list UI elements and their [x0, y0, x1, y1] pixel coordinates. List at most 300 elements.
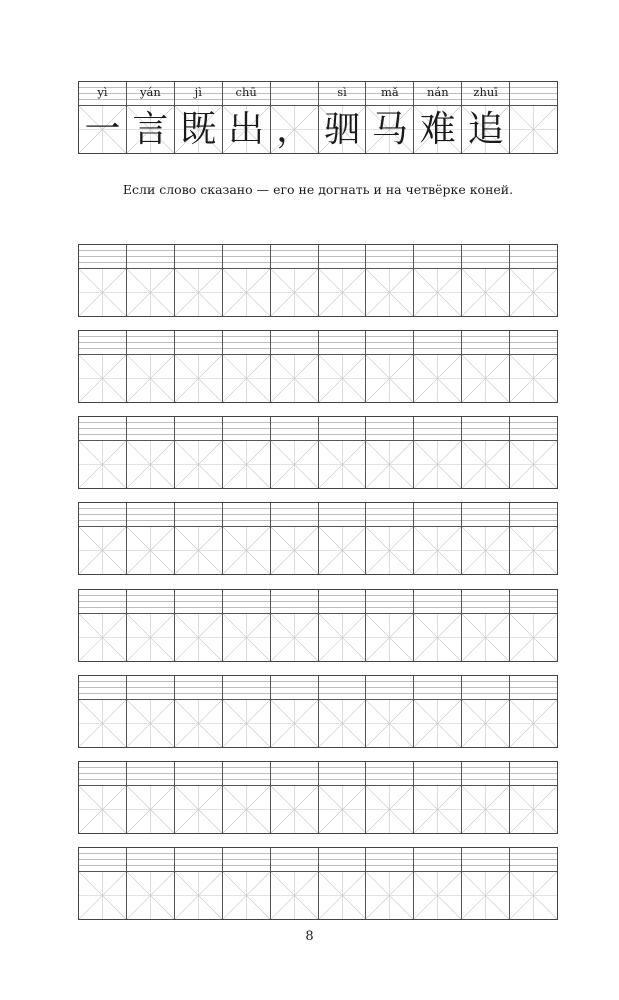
tian-grid-guide: [366, 355, 413, 402]
tian-grid-guide: [319, 269, 366, 316]
tian-grid-guide: [223, 614, 270, 661]
tian-grid-guide: [462, 355, 509, 402]
grid-cell: [319, 676, 367, 747]
grid-cell: [319, 417, 367, 488]
grid-cell: [175, 676, 223, 747]
pinyin-syllable: nán: [426, 85, 449, 99]
grid-cell: [175, 590, 223, 661]
character-box: [223, 441, 270, 488]
pinyin-lines: [271, 245, 318, 269]
pinyin-lines: [127, 848, 174, 872]
character-box: [127, 786, 174, 833]
pinyin-lines: [510, 503, 557, 527]
tian-grid-guide: [223, 700, 270, 747]
character-box: [223, 269, 270, 316]
grid-cell: [366, 417, 414, 488]
grid-cell: [127, 590, 175, 661]
grid-cell: [319, 762, 367, 833]
pinyin-lines: [462, 82, 509, 106]
grid-cell: [319, 590, 367, 661]
tian-grid-guide: [79, 355, 126, 402]
character-box: [462, 614, 509, 661]
tian-grid-guide: [366, 872, 413, 919]
grid-cell: [271, 676, 319, 747]
proverb-grid: [78, 81, 558, 154]
tian-grid-guide: [127, 700, 174, 747]
pinyin-lines: [271, 848, 318, 872]
character-box: [462, 786, 509, 833]
pinyin-lines: [127, 245, 174, 269]
character-box: [127, 355, 174, 402]
grid-cell: [79, 82, 127, 153]
tian-grid-guide: [510, 106, 557, 153]
pinyin-lines: [319, 245, 366, 269]
grid-cell: [175, 331, 223, 402]
tian-grid-guide: [414, 355, 461, 402]
pinyin-lines: [510, 676, 557, 700]
pinyin-lines: [319, 590, 366, 614]
hanzi-character: 追: [467, 108, 504, 150]
grid-cell: [175, 762, 223, 833]
pinyin-lines: [271, 331, 318, 355]
tian-grid-guide: [127, 355, 174, 402]
character-box: [510, 527, 557, 574]
tian-grid-guide: [175, 872, 222, 919]
grid-cell: [414, 676, 462, 747]
pinyin-lines: [414, 82, 461, 106]
pinyin-lines: [414, 590, 461, 614]
tian-grid-guide: [271, 527, 318, 574]
grid-cell: [271, 245, 319, 316]
pinyin-lines: [414, 417, 461, 441]
tian-grid-guide: [414, 441, 461, 488]
tian-grid-guide: [223, 355, 270, 402]
tian-grid-guide: [175, 441, 222, 488]
tian-grid-guide: [510, 441, 557, 488]
character-box: [319, 786, 366, 833]
pinyin-lines: [510, 417, 557, 441]
grid-cell: [127, 762, 175, 833]
pinyin-syllable: sì: [337, 85, 347, 99]
character-box: [223, 355, 270, 402]
character-box: [127, 106, 174, 153]
pinyin-lines: [366, 331, 413, 355]
pinyin-lines: [175, 848, 222, 872]
character-box: [319, 872, 366, 919]
tian-grid-guide: [319, 872, 366, 919]
tian-grid-guide: [319, 786, 366, 833]
russian-translation: Если слово сказано — его не догнать и на четвёрке коней.: [122, 182, 514, 197]
tian-grid-guide: [462, 786, 509, 833]
hanzi-character: 出: [228, 108, 265, 150]
pinyin-lines: [127, 503, 174, 527]
grid-cell: [223, 245, 271, 316]
tian-grid-guide: [510, 269, 557, 316]
grid-cell: [175, 417, 223, 488]
pinyin-lines: [79, 762, 126, 786]
tian-grid-guide: [271, 355, 318, 402]
pinyin-lines: [127, 676, 174, 700]
grid-cell: [271, 590, 319, 661]
tian-grid-guide: [223, 872, 270, 919]
tian-grid-guide: [127, 441, 174, 488]
pinyin-lines: [79, 503, 126, 527]
pinyin-lines: [223, 503, 270, 527]
grid-cell: [223, 590, 271, 661]
character-box: [223, 786, 270, 833]
practice-grid-row: [78, 761, 558, 834]
hanzi-character: 驷: [323, 108, 360, 150]
pinyin-lines: [414, 331, 461, 355]
pinyin-lines: [462, 590, 509, 614]
pinyin-lines: [223, 82, 270, 106]
character-box: [79, 441, 126, 488]
grid-cell: [462, 676, 510, 747]
tian-grid-guide: [319, 527, 366, 574]
tian-grid-guide: [223, 786, 270, 833]
pinyin-lines: [462, 848, 509, 872]
grid-cell: [462, 762, 510, 833]
character-box: [79, 786, 126, 833]
pinyin-lines: [271, 503, 318, 527]
character-box: [414, 269, 461, 316]
character-box: [366, 614, 413, 661]
pinyin-lines: [175, 676, 222, 700]
pinyin-lines: [175, 331, 222, 355]
character-box: [414, 700, 461, 747]
character-box: [271, 614, 318, 661]
pinyin-lines: [223, 590, 270, 614]
character-box: [366, 700, 413, 747]
tian-grid-guide: [510, 527, 557, 574]
tian-grid-guide: [175, 700, 222, 747]
character-box: [127, 700, 174, 747]
pinyin-lines: [223, 417, 270, 441]
character-box: [462, 269, 509, 316]
pinyin-lines: [319, 82, 366, 106]
pinyin-lines: [319, 762, 366, 786]
tian-grid-guide: [510, 614, 557, 661]
pinyin-syllable: chū: [235, 85, 257, 99]
grid-cell: [414, 503, 462, 574]
grid-cell: [510, 762, 557, 833]
character-box: [175, 106, 222, 153]
pinyin-lines: [175, 417, 222, 441]
practice-grid-row: [78, 675, 558, 748]
character-box: [366, 355, 413, 402]
grid-cell: [510, 82, 557, 153]
grid-cell: [462, 331, 510, 402]
tian-grid-guide: [79, 269, 126, 316]
pinyin-lines: [414, 676, 461, 700]
tian-grid-guide: [175, 527, 222, 574]
character-box: [175, 527, 222, 574]
grid-cell: [175, 848, 223, 919]
practice-grid-row: [78, 847, 558, 920]
grid-cell: [79, 676, 127, 747]
tian-grid-guide: [366, 786, 413, 833]
tian-grid-guide: [319, 355, 366, 402]
character-box: [79, 106, 126, 153]
character-box: [319, 106, 366, 153]
tian-grid-guide: [366, 441, 413, 488]
grid-cell: [366, 762, 414, 833]
tian-grid-guide: [271, 786, 318, 833]
pinyin-lines: [127, 82, 174, 106]
pinyin-lines: [127, 762, 174, 786]
page-number: 8: [305, 929, 314, 944]
grid-cell: [319, 245, 367, 316]
grid-cell: [319, 503, 367, 574]
grid-cell: [462, 590, 510, 661]
grid-cell: [319, 331, 367, 402]
tian-grid-guide: [414, 527, 461, 574]
grid-cell: [127, 676, 175, 747]
pinyin-lines: [510, 590, 557, 614]
pinyin-lines: [79, 417, 126, 441]
character-box: [510, 872, 557, 919]
character-box: [79, 527, 126, 574]
tian-grid-guide: [510, 355, 557, 402]
pinyin-lines: [271, 590, 318, 614]
character-box: [366, 106, 413, 153]
tian-grid-guide: [127, 872, 174, 919]
pinyin-lines: [510, 82, 557, 106]
tian-grid-guide: [79, 441, 126, 488]
tian-grid-guide: [462, 441, 509, 488]
grid-cell: [127, 417, 175, 488]
grid-cell: [366, 331, 414, 402]
pinyin-syllable: yán: [139, 85, 161, 99]
hanzi-character: 既: [180, 108, 217, 150]
character-box: [510, 786, 557, 833]
character-box: [510, 355, 557, 402]
pinyin-lines: [127, 417, 174, 441]
character-box: [175, 355, 222, 402]
tian-grid-guide: [462, 872, 509, 919]
grid-cell: [223, 676, 271, 747]
grid-cell: [175, 245, 223, 316]
character-box: [223, 106, 270, 153]
tian-grid-guide: [510, 872, 557, 919]
tian-grid-guide: [414, 872, 461, 919]
tian-grid-guide: [462, 700, 509, 747]
hanzi-character: 马: [371, 108, 408, 150]
character-box: [366, 269, 413, 316]
grid-cell: [271, 417, 319, 488]
grid-cell: [127, 848, 175, 919]
tian-grid-guide: [223, 527, 270, 574]
tian-grid-guide: [175, 355, 222, 402]
tian-grid-guide: [79, 786, 126, 833]
grid-cell: [510, 417, 557, 488]
character-box: [366, 786, 413, 833]
grid-cell: [79, 331, 127, 402]
pinyin-lines: [271, 762, 318, 786]
grid-cell: [319, 848, 367, 919]
character-box: [319, 700, 366, 747]
tian-grid-guide: [271, 614, 318, 661]
character-box: [175, 786, 222, 833]
grid-cell: [366, 590, 414, 661]
grid-cell: [510, 676, 557, 747]
pinyin-lines: [223, 245, 270, 269]
character-box: [366, 527, 413, 574]
pinyin-lines: [414, 762, 461, 786]
grid-cell: [271, 503, 319, 574]
tian-grid-guide: [366, 269, 413, 316]
pinyin-lines: [127, 590, 174, 614]
grid-cell: [510, 848, 557, 919]
practice-grid-row: [78, 416, 558, 489]
character-box: [366, 441, 413, 488]
character-box: [271, 106, 318, 153]
character-box: [223, 700, 270, 747]
tian-grid-guide: [175, 269, 222, 316]
tian-grid-guide: [510, 786, 557, 833]
pinyin-lines: [175, 590, 222, 614]
character-box: [510, 614, 557, 661]
character-box: [79, 614, 126, 661]
pinyin-lines: [175, 82, 222, 106]
pinyin-lines: [223, 848, 270, 872]
grid-cell: [510, 331, 557, 402]
pinyin-lines: [366, 676, 413, 700]
character-box: [319, 614, 366, 661]
character-box: [175, 269, 222, 316]
character-box: [223, 527, 270, 574]
grid-cell: [462, 848, 510, 919]
character-box: [414, 527, 461, 574]
tian-grid-guide: [271, 872, 318, 919]
character-box: [462, 527, 509, 574]
pinyin-lines: [79, 676, 126, 700]
character-box: [271, 700, 318, 747]
grid-cell: [79, 848, 127, 919]
tian-grid-guide: [271, 441, 318, 488]
character-box: [271, 786, 318, 833]
character-box: [462, 700, 509, 747]
grid-cell: [462, 245, 510, 316]
grid-cell: [510, 245, 557, 316]
hanzi-character: 难: [419, 108, 456, 150]
character-box: [414, 614, 461, 661]
practice-grid-row: [78, 244, 558, 317]
character-box: [271, 441, 318, 488]
pinyin-lines: [414, 245, 461, 269]
pinyin-lines: [271, 676, 318, 700]
tian-grid-guide: [79, 700, 126, 747]
character-box: [510, 700, 557, 747]
grid-cell: [127, 245, 175, 316]
pinyin-lines: [510, 245, 557, 269]
character-box: [223, 872, 270, 919]
character-box: [79, 269, 126, 316]
character-box: [79, 355, 126, 402]
pinyin-lines: [223, 762, 270, 786]
pinyin-lines: [79, 590, 126, 614]
grid-cell: [79, 417, 127, 488]
character-box: [271, 269, 318, 316]
grid-cell: [223, 82, 271, 153]
character-box: [510, 269, 557, 316]
character-box: [271, 872, 318, 919]
grid-cell: [271, 331, 319, 402]
pinyin-lines: [366, 82, 413, 106]
character-box: [271, 355, 318, 402]
pinyin-lines: [366, 503, 413, 527]
practice-grid-row: [78, 589, 558, 662]
pinyin-lines: [366, 848, 413, 872]
character-box: [510, 106, 557, 153]
pinyin-lines: [462, 245, 509, 269]
character-box: [175, 441, 222, 488]
grid-cell: [462, 82, 510, 153]
tian-grid-guide: [462, 614, 509, 661]
tian-grid-guide: [127, 614, 174, 661]
practice-grid-row: [78, 502, 558, 575]
pinyin-lines: [319, 417, 366, 441]
grid-cell: [271, 848, 319, 919]
grid-cell: [175, 82, 223, 153]
tian-grid-guide: [414, 269, 461, 316]
grid-cell: [510, 590, 557, 661]
tian-grid-guide: [127, 269, 174, 316]
character-box: [462, 872, 509, 919]
grid-cell: [414, 245, 462, 316]
pinyin-lines: [366, 762, 413, 786]
pinyin-lines: [79, 331, 126, 355]
character-box: [319, 527, 366, 574]
pinyin-lines: [175, 245, 222, 269]
grid-cell: [319, 82, 367, 153]
character-box: [127, 872, 174, 919]
character-box: [271, 527, 318, 574]
pinyin-syllable: mǎ: [381, 85, 399, 99]
pinyin-lines: [414, 503, 461, 527]
tian-grid-guide: [319, 614, 366, 661]
pinyin-lines: [319, 503, 366, 527]
tian-grid-guide: [319, 441, 366, 488]
pinyin-lines: [79, 82, 126, 106]
character-box: [319, 441, 366, 488]
grid-cell: [223, 331, 271, 402]
tian-grid-guide: [414, 700, 461, 747]
grid-cell: [414, 417, 462, 488]
pinyin-lines: [510, 331, 557, 355]
grid-cell: [414, 848, 462, 919]
tian-grid-guide: [79, 527, 126, 574]
pinyin-lines: [271, 417, 318, 441]
tian-grid-guide: [271, 700, 318, 747]
pinyin-lines: [223, 676, 270, 700]
grid-cell: [223, 762, 271, 833]
character-box: [175, 872, 222, 919]
tian-grid-guide: [271, 269, 318, 316]
grid-cell: [414, 331, 462, 402]
grid-cell: [366, 848, 414, 919]
grid-cell: [127, 503, 175, 574]
pinyin-lines: [462, 331, 509, 355]
tian-grid-guide: [175, 786, 222, 833]
tian-grid-guide: [462, 527, 509, 574]
pinyin-syllable: zhuī: [473, 85, 498, 99]
character-box: [462, 106, 509, 153]
pinyin-lines: [510, 848, 557, 872]
hanzi-character: 言: [132, 108, 169, 150]
grid-cell: [79, 590, 127, 661]
character-box: [319, 269, 366, 316]
